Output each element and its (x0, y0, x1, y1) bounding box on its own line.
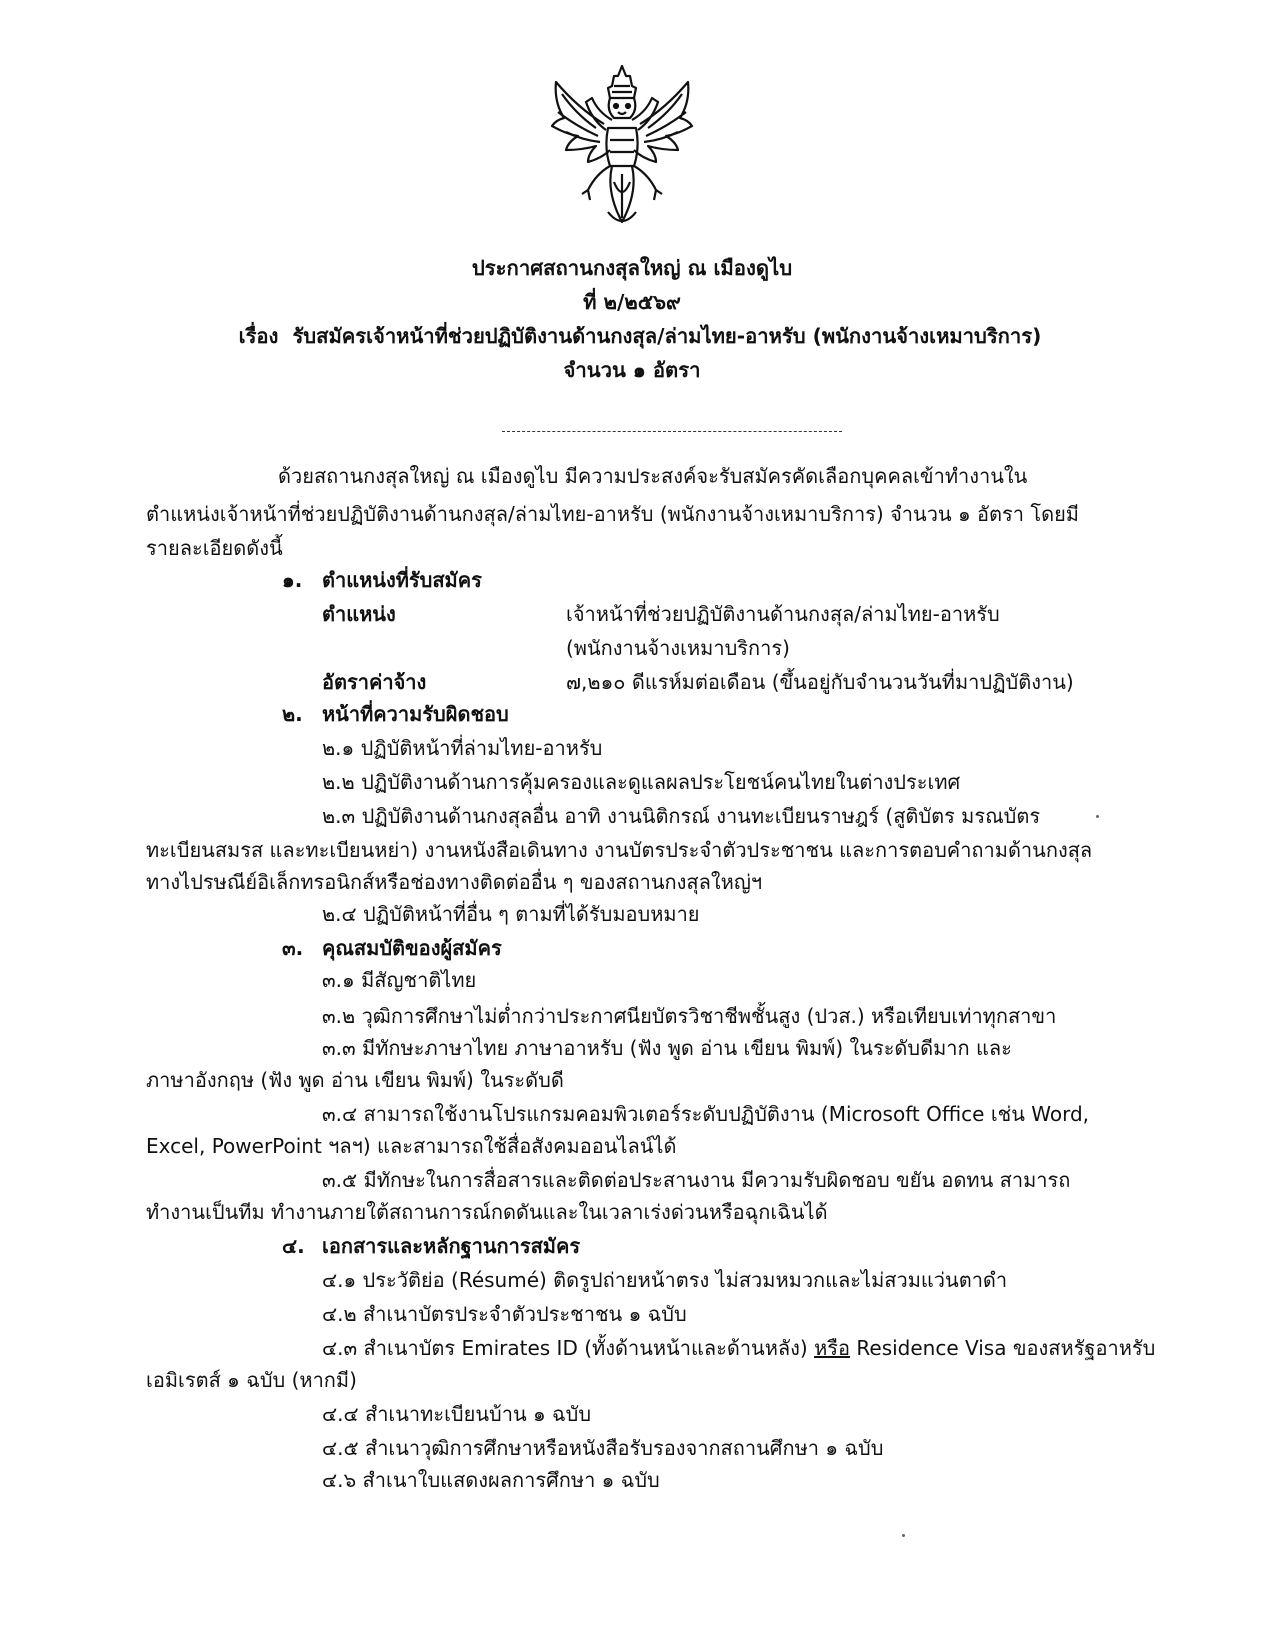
list-item-text: ๔.๓ สำเนาบัตร Emirates ID (ทั้งด้านหน้าและด้านหลัง) (322, 1336, 815, 1360)
list-item (322, 1334, 1155, 1362)
subject-label: เรื่อง (238, 324, 279, 348)
document-quota: จำนวน ๑ อัตรา (563, 358, 701, 382)
section-number: ๔. (282, 1234, 305, 1258)
section-number: ๒. (282, 702, 303, 726)
list-item-cont: เอมิเรตส์ ๑ ฉบับ (หากมี) (146, 1368, 357, 1392)
list-item: ๓.๔ สามารถใช้งานโปรแกรมคอมพิวเตอร์ระดับปฏิบัติงาน (Microsoft Office เช่น Word, (322, 1102, 1090, 1126)
garuda-emblem-icon (548, 62, 696, 234)
list-item: ๔.๒ สำเนาบัตรประจำตัวประชาชน ๑ ฉบับ (322, 1302, 687, 1326)
list-item: ๒.๔ ปฏิบัติหน้าที่อื่น ๆ ตามที่ได้รับมอบหมาย (322, 902, 700, 926)
intro-line: ด้วยสถานกงสุลใหญ่ ณ เมืองดูไบ มีความประสงค์จะรับสมัครคัดเลือกบุคคลเข้าทำงานใน (278, 464, 1028, 488)
list-item: ๓.๑ มีสัญชาติไทย (322, 968, 477, 992)
section-title: คุณสมบัติของผู้สมัคร (322, 936, 502, 960)
scan-speck (902, 1534, 905, 1537)
document-subject (0, 322, 1264, 350)
list-item: ๔.๕ สำเนาวุฒิการศึกษาหรือหนังสือรับรองจากสถานศึกษา ๑ ฉบับ (322, 1436, 884, 1460)
field-label-position: ตำแหน่ง (322, 602, 396, 626)
document-number: ที่ ๒/๒๕๖๙ (583, 290, 681, 314)
list-item: ๓.๒ วุฒิการศึกษาไม่ต่ำกว่าประกาศนียบัตรวิชาชีพชั้นสูง (ปวส.) หรือเทียบเท่าทุกสาขา (322, 1004, 1057, 1028)
or-emphasis: หรือ (814, 1336, 851, 1360)
section-title: เอกสารและหลักฐานการสมัคร (322, 1234, 581, 1258)
section-title: ตำแหน่งที่รับสมัคร (322, 568, 482, 592)
field-label-wage: อัตราค่าจ้าง (322, 670, 427, 694)
list-item: ๔.๑ ประวัติย่อ (Résumé) ติดรูปถ่ายหน้าตรง ไม่สวมหมวกและไม่สวมแว่นตาดำ (322, 1268, 1008, 1292)
subject-text: รับสมัครเจ้าหน้าที่ช่วยปฏิบัติงานด้านกงสุล/ล่ามไทย-อาหรับ (พนักงานจ้างเหมาบริการ) (292, 324, 1042, 348)
list-item: ๓.๓ มีทักษะภาษาไทย ภาษาอาหรับ (ฟัง พูด อ่าน เขียน พิมพ์) ในระดับดีมาก และ (322, 1036, 1012, 1060)
list-item-cont: ทะเบียนสมรส และทะเบียนหย่า) งานหนังสือเดินทาง งานบัตรประจำตัวประชาชน และการตอบคำถามด้านกงสุล (146, 838, 1093, 862)
list-item: ๒.๓ ปฏิบัติงานด้านกงสุลอื่น อาทิ งานนิติกรณ์ งานทะเบียนราษฎร์ (สูติบัตร มรณบัตร (322, 804, 1041, 828)
scan-speck (1096, 815, 1099, 818)
field-value-position-cont: (พนักงานจ้างเหมาบริการ) (566, 636, 790, 660)
list-item: ๒.๑ ปฏิบัติหน้าที่ล่ามไทย-อาหรับ (322, 736, 603, 760)
list-item-cont: Excel, PowerPoint ฯลฯ) และสามารถใช้สื่อสังคมออนไลน์ได้ (146, 1134, 677, 1158)
field-value-position: เจ้าหน้าที่ช่วยปฏิบัติงานด้านกงสุล/ล่ามไทย-อาหรับ (566, 602, 1000, 626)
list-item-text: Residence Visa ของสหรัฐอาหรับ (850, 1336, 1156, 1360)
list-item-cont: ภาษาอังกฤษ (ฟัง พูด อ่าน เขียน พิมพ์) ในระดับดี (146, 1068, 564, 1092)
list-item: ๔.๖ สำเนาใบแสดงผลการศึกษา ๑ ฉบับ (322, 1468, 660, 1492)
document-title: ประกาศสถานกงสุลใหญ่ ณ เมืองดูไบ (471, 256, 793, 280)
section-number: ๑. (282, 568, 303, 592)
list-item-cont: ทำงานเป็นทีม ทำงานภายใต้สถานการณ์กดดันและในเวลาเร่งด่วนหรือฉุกเฉินได้ (146, 1200, 828, 1224)
list-item: ๒.๒ ปฏิบัติงานด้านการคุ้มครองและดูแลผลประโยชน์คนไทยในต่างประเทศ (322, 770, 961, 794)
intro-line: รายละเอียดดังนี้ (146, 536, 283, 560)
list-item: ๔.๔ สำเนาทะเบียนบ้าน ๑ ฉบับ (322, 1402, 592, 1426)
section-title: หน้าที่ความรับผิดชอบ (322, 702, 509, 726)
section-number: ๓. (282, 936, 304, 960)
list-item: ๓.๕ มีทักษะในการสื่อสารและติดต่อประสานงาน มีความรับผิดชอบ ขยัน อดทน สามารถ (322, 1168, 1071, 1192)
list-item-cont: ทางไปรษณีย์อิเล็กทรอนิกส์หรือช่องทางติดต่ออื่น ๆ ของสถานกงสุลใหญ่ฯ (146, 870, 763, 894)
field-value-wage: ๗,๒๑๐ ดีแรห์มต่อเดือน (ขึ้นอยู่กับจำนวนวันที่มาปฏิบัติงาน) (566, 670, 1074, 694)
intro-line: ตำแหน่งเจ้าหน้าที่ช่วยปฏิบัติงานด้านกงสุล/ล่ามไทย-อาหรับ (พนักงานจ้างเหมาบริการ) จำนวน ๑ อัตรา โดยมี (146, 502, 1079, 526)
header-divider (502, 431, 842, 432)
